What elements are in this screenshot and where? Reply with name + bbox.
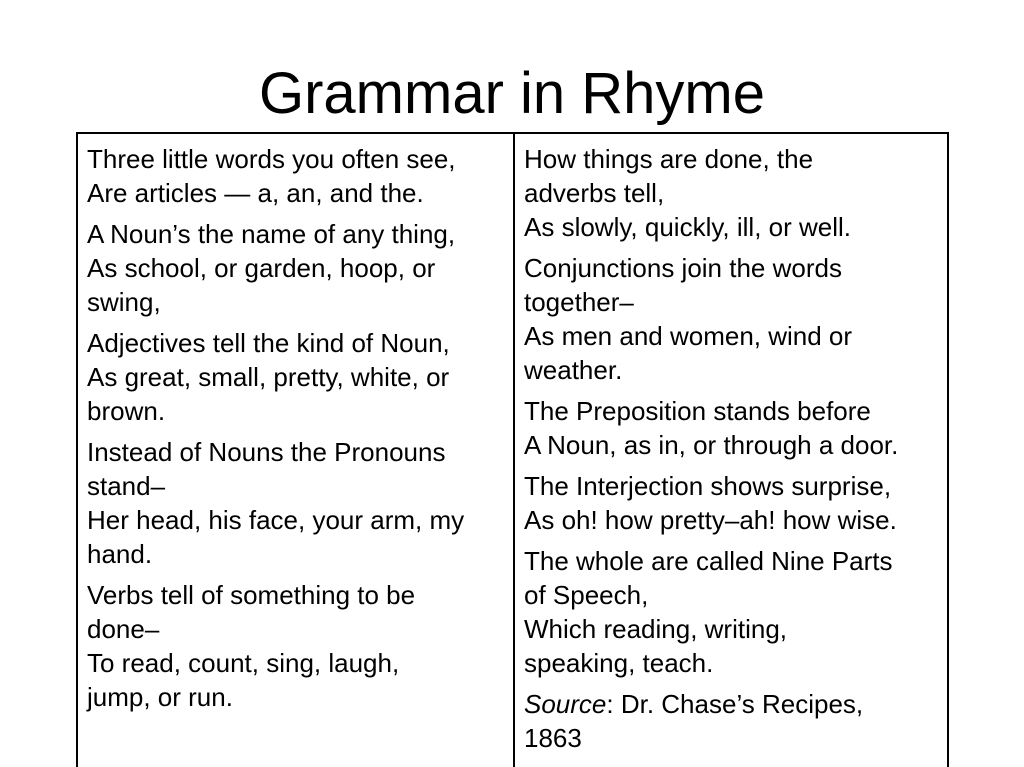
stanza-nouns: [87, 217, 507, 319]
poem-line: jump, or run.: [87, 682, 233, 712]
poem-line: of Speech,: [524, 580, 649, 610]
stanza-pronouns: [87, 435, 507, 571]
poem-line: As great, small, pretty, white, or: [87, 362, 450, 392]
poem-line: adverbs tell,: [524, 178, 665, 208]
poem-line: weather.: [524, 355, 623, 385]
poem-line: How things are done, the: [524, 144, 814, 174]
source-label: Source: [524, 689, 607, 719]
stanza-conjunctions: [524, 251, 941, 387]
poem-line: As men and women, wind or: [524, 321, 853, 351]
poem-line: As school, or garden, hoop, or: [87, 253, 436, 283]
stanza-verbs: [87, 578, 507, 714]
poem-line: Verbs tell of something to be: [87, 580, 416, 610]
stanza-adverbs: [524, 142, 941, 244]
poem-line: Are articles — a, an, and the.: [87, 178, 424, 208]
poem-line: hand.: [87, 539, 153, 569]
slide-title: Grammar in Rhyme: [259, 61, 765, 126]
poem-line: To read, count, sing, laugh,: [87, 648, 400, 678]
right-column: [515, 134, 947, 767]
poem-line: As slowly, quickly, ill, or well.: [524, 212, 851, 242]
poem-line: As oh! how pretty–ah! how wise.: [524, 505, 897, 535]
poem-line: Which reading, writing,: [524, 614, 787, 644]
poem-line: together–: [524, 287, 634, 317]
left-column: [78, 134, 515, 767]
source-year: 1863: [524, 723, 582, 753]
poem-line: The Preposition stands before: [524, 396, 871, 426]
poem-line: Instead of Nouns the Pronouns: [87, 437, 446, 467]
poem-line: done–: [87, 614, 160, 644]
stanza-articles: [87, 142, 507, 210]
poem-line: Adjectives tell the kind of Noun,: [87, 328, 450, 358]
stanza-adjectives: [87, 326, 507, 428]
poem-line: Her head, his face, your arm, my: [87, 505, 465, 535]
poem-line: stand–: [87, 471, 166, 501]
poem-line: speaking, teach.: [524, 648, 714, 678]
poem-table: [76, 132, 949, 767]
stanza-parts-of-speech: [524, 544, 941, 680]
poem-line: The whole are called Nine Parts: [524, 546, 893, 576]
poem-line: A Noun’s the name of any thing,: [87, 219, 456, 249]
poem-line: Conjunctions join the words: [524, 253, 842, 283]
poem-line: The Interjection shows surprise,: [524, 471, 892, 501]
poem-line: swing,: [87, 287, 161, 317]
poem-line: brown.: [87, 396, 166, 426]
source-text: : Dr. Chase’s Recipes,: [606, 689, 864, 719]
poem-line: Three little words you often see,: [87, 144, 456, 174]
source-citation: [524, 687, 941, 755]
stanza-prepositions: [524, 394, 941, 462]
stanza-interjections: [524, 469, 941, 537]
poem-line: A Noun, as in, or through a door.: [524, 430, 899, 460]
source-line: [524, 687, 941, 721]
